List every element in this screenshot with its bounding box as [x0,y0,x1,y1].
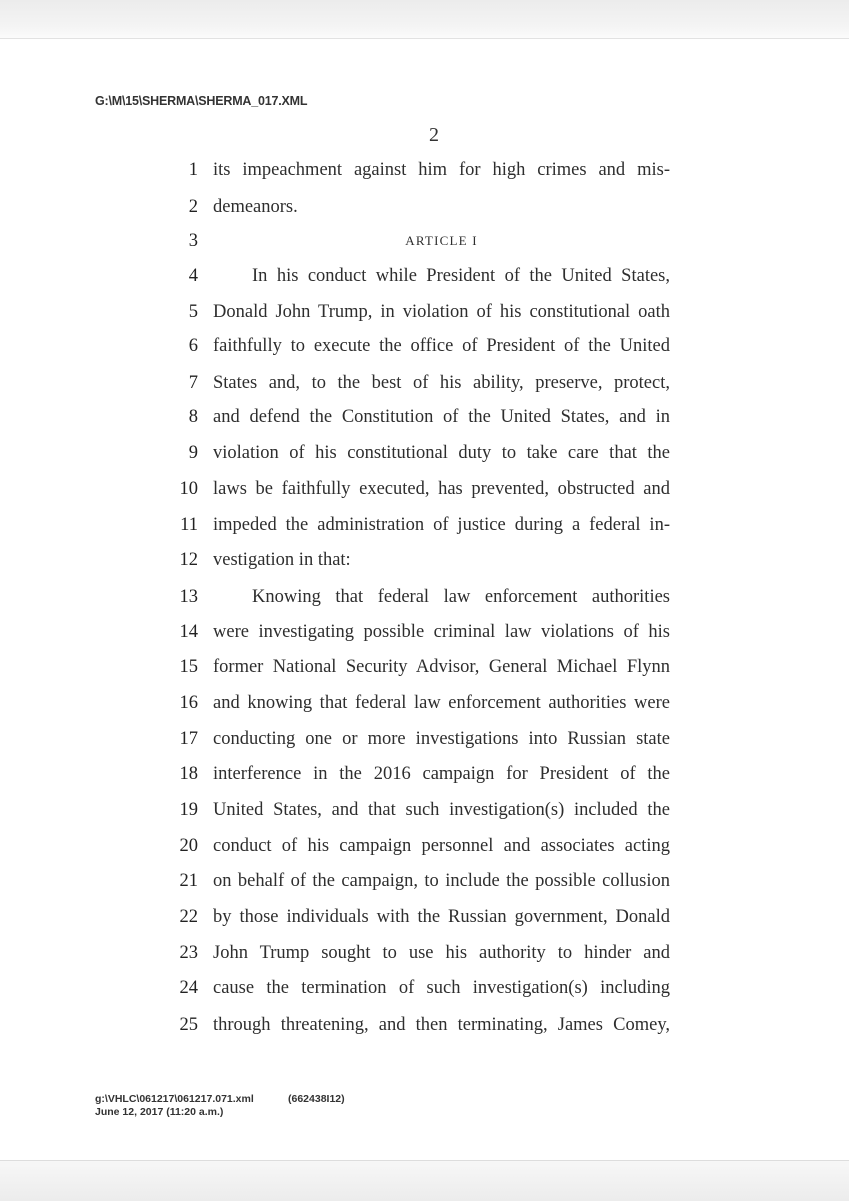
line-text: United States, and that such investigation(s) included the [213,800,670,820]
line-number: 11 [180,515,198,535]
line-number: 4 [188,266,198,286]
line-text: laws be faithfully executed, has prevented, obstructed and [213,479,670,499]
line-text: impeded the administration of justice during a federal in- [213,515,670,535]
line-number: 6 [188,336,198,356]
line-number: 21 [179,871,198,891]
line-text: conducting one or more investigations into Russian state [213,729,670,749]
line-number: 15 [179,657,198,677]
line-number: 9 [188,443,198,463]
line-text: States and, to the best of his ability, preserve, protect, [213,373,670,393]
line-text: former National Security Advisor, General Michael Flynn [213,657,670,677]
page-number: 2 [429,124,439,146]
line-number: 12 [179,550,198,570]
article-heading: ARTICLE I [405,233,478,248]
line-number: 2 [188,197,198,217]
line-number: 8 [188,407,198,427]
line-text: violation of his constitutional duty to take care that the [213,443,670,463]
footer-doc-code: (662438I12) [288,1093,345,1105]
document-footer [95,1093,345,1119]
scan-edge-bottom [0,1160,849,1201]
line-text: by those individuals with the Russian government, Donald [213,907,670,927]
line-number: 18 [179,764,198,784]
line-text: and knowing that federal law enforcement authorities were [213,693,670,713]
line-number: 1 [188,160,198,180]
line-text: faithfully to execute the office of President of the United [213,336,670,356]
line-text: In his conduct while President of the United States, [252,266,670,286]
line-number: 17 [179,729,198,749]
footer-date: June 12, 2017 (11:20 a.m.) [95,1106,224,1118]
scan-edge-top [0,0,849,39]
line-text: interference in the 2016 campaign for President of the [213,764,670,784]
line-text: were investigating possible criminal law violations of his [213,622,670,642]
line-number: 13 [179,587,198,607]
line-number: 10 [179,479,198,499]
line-number: 14 [179,622,198,642]
line-number: 20 [179,836,198,856]
line-number: 24 [179,978,198,998]
line-number: 7 [188,373,198,393]
line-number: 23 [179,943,198,963]
line-text: its impeachment against him for high crimes and mis- [213,160,670,180]
file-path-header: G:\M\15\SHERMA\SHERMA_017.XML [95,94,308,108]
line-text: on behalf of the campaign, to include the possible collusion [213,871,670,891]
line-text: demeanors. [213,197,298,217]
line-text: conduct of his campaign personnel and associates acting [213,836,670,856]
line-number: 5 [188,302,198,322]
line-number: 25 [179,1015,198,1035]
line-text: John Trump sought to use his authority to hinder and [213,943,670,963]
line-text: Donald John Trump, in violation of his constitutional oath [213,302,670,322]
line-number: 16 [179,693,198,713]
line-number: 19 [179,800,198,820]
line-number: 22 [179,907,198,927]
line-text: vestigation in that: [213,550,351,570]
footer-path: g:\VHLC\061217\061217.071.xml [95,1093,254,1105]
line-text: cause the termination of such investigation(s) including [213,978,670,998]
line-text: and defend the Constitution of the United States, and in [213,407,670,427]
line-number: 3 [188,231,198,251]
line-text: through threatening, and then terminating, James Comey, [213,1015,670,1035]
line-text: Knowing that federal law enforcement authorities [252,587,670,607]
